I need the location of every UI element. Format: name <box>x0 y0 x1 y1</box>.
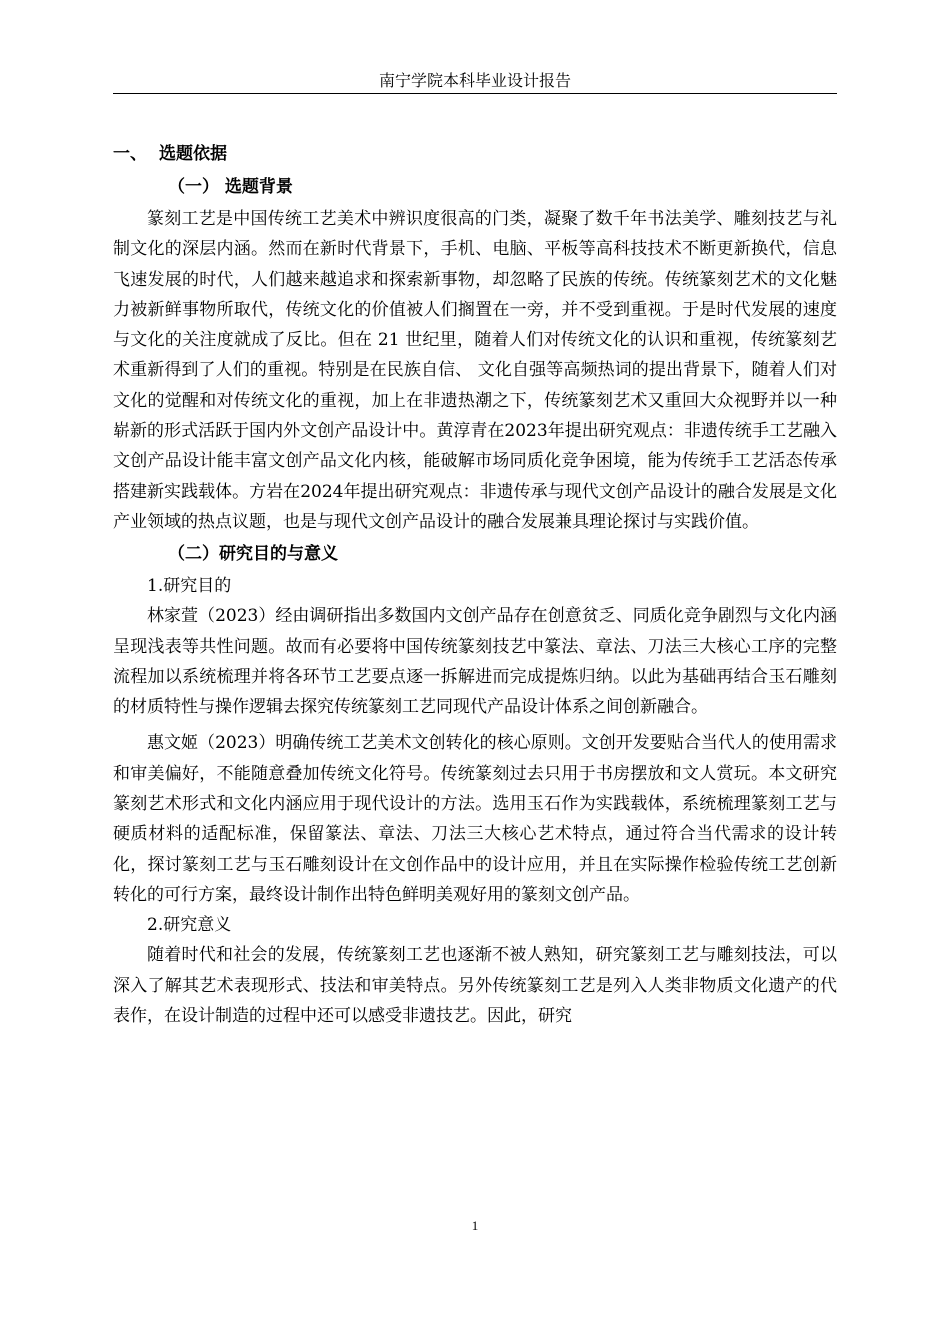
section-title: 选题依据 <box>159 144 227 164</box>
body-paragraph: 林家萱（2023）经由调研指出多数国内文创产品存在创意贫乏、同质化竞争剧烈与文化内涵呈现浅表等共性问题。故而有必要将中国传统篆刻技艺中篆法、章法、刀法三大核心工序的完整流程加以系统梳理并将各环节工艺要点逐一拆解进而完成提炼归纳。以此为基础再结合玉石雕刻的材质特性与操作逻辑去探究传统篆刻工艺同现代产品设计体系之间创新融合。 <box>113 606 837 718</box>
document-body <box>113 138 837 1031</box>
page-header: 南宁学院本科毕业设计报告 <box>378 71 571 90</box>
subsection-heading-background: （一） 选题背景 <box>168 177 293 197</box>
page-number: 1 <box>471 1218 479 1233</box>
body-paragraph: 随着时代和社会的发展，传统篆刻工艺也逐渐不被人熟知，研究篆刻工艺与雕刻技法，可以深入了解其艺术表现形式、技法和审美特点。另外传统篆刻工艺是列入人类非物质文化遗产的代表作，在设计制造的过程中还可以感受非遗技艺。因此，研究 <box>113 945 837 1026</box>
section-number: 一、 <box>113 144 147 164</box>
header-divider <box>113 93 837 94</box>
item-heading-purpose: 1.研究目的 <box>147 576 232 597</box>
subsection-heading-purpose: （二）研究目的与意义 <box>168 544 338 565</box>
section-heading <box>113 138 837 170</box>
body-paragraph: 篆刻工艺是中国传统工艺美术中辨识度很高的门类，凝聚了数千年书法美学、雕刻技艺与礼制文化的深层内涵。然而在新时代背景下，手机、电脑、平板等高科技技术不断更新换代，信息飞速发展的时代，人们越来越追求和探索新事物，却忽略了民族的传统。传统篆刻艺术的文化魅力被新鲜事物所取代，传统文化的价值被人们搁置在一旁，并不受到重视。于是时代发展的速度与文化的关注度就成了反比。但在 21 世纪里，随着人们对传统文化的认识和重视，传统篆刻艺术重新得到了人们的重视。特别是在民族自信、 文化自强等高频热词的提出背景下，随着人们对文化的觉醒和对传统文化的重视，加上在非遗热潮之下，传统篆刻艺术又重回大众视野并以一种崭新的形式活跃于国内外文创产品设计中。黄淳青在2023年提出研究观点：非遗传统手工艺融入文创产品设计能丰富文创产品文化内核，能破解市场同质化竞争困境，能为传统手工艺活态传承搭建新实践载体。方岩在2024年提出研究观点：非遗传承与现代文创产品设计的融合发展是文化产业领域的热点议题，也是与现代文创产品设计的融合发展兼具理论探讨与实践价值。 <box>113 209 837 532</box>
body-paragraph: 惠文姬（2023）明确传统工艺美术文创转化的核心原则。文创开发要贴合当代人的使用需求和审美偏好，不能随意叠加传统文化符号。传统篆刻过去只用于书房摆放和文人赏玩。本文研究篆刻艺术形式和文化内涵应用于现代设计的方法。选用玉石作为实践载体，系统梳理篆刻工艺与硬质材料的适配标准，保留篆法、章法、刀法三大核心艺术特点，通过符合当代需求的设计转化，探讨篆刻工艺与玉石雕刻设计在文创作品中的设计应用，并且在实际操作检验传统工艺创新转化的可行方案，最终设计制作出特色鲜明美观好用的篆刻文创产品。 <box>113 733 837 905</box>
item-heading-significance: 2.研究意义 <box>147 915 232 936</box>
